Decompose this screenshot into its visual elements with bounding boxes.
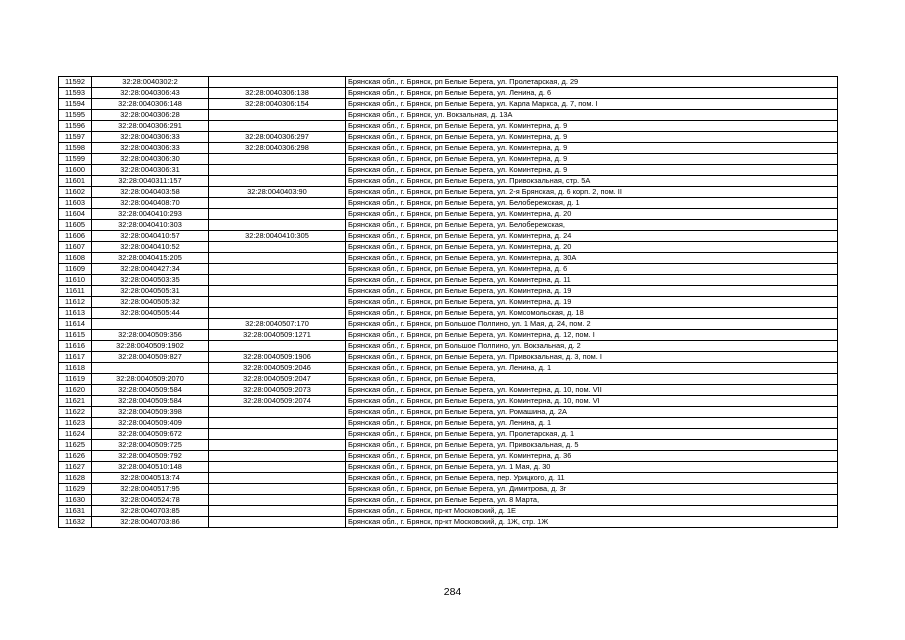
table-row bbox=[59, 429, 838, 440]
object-cadastral-number-cell bbox=[209, 77, 346, 88]
table-row bbox=[59, 176, 838, 187]
row-number-cell: 11593 bbox=[59, 88, 92, 99]
address-cell: Брянская обл., г. Брянск, рп Белые Берега, ул. Коминтерна, д. 24 bbox=[346, 231, 838, 242]
table-row bbox=[59, 473, 838, 484]
land-cadastral-number-cell: 32:28:0040513:74 bbox=[92, 473, 209, 484]
row-number-cell: 11603 bbox=[59, 198, 92, 209]
land-cadastral-number-cell: 32:28:0040311:157 bbox=[92, 176, 209, 187]
land-cadastral-number-cell: 32:28:0040408:70 bbox=[92, 198, 209, 209]
row-number-cell: 11620 bbox=[59, 385, 92, 396]
land-cadastral-number-cell: 32:28:0040306:30 bbox=[92, 154, 209, 165]
row-number-cell: 11625 bbox=[59, 440, 92, 451]
address-cell: Брянская обл., г. Брянск, рп Белые Берега, ул. Коминтерна, д. 9 bbox=[346, 121, 838, 132]
row-number-cell: 11615 bbox=[59, 330, 92, 341]
table-row bbox=[59, 198, 838, 209]
object-cadastral-number-cell bbox=[209, 308, 346, 319]
address-cell: Брянская обл., г. Брянск, рп Белые Берега, ул. Коминтерна, д. 36 bbox=[346, 451, 838, 462]
land-cadastral-number-cell: 32:28:0040306:31 bbox=[92, 165, 209, 176]
property-registry-table bbox=[58, 76, 838, 528]
address-cell: Брянская обл., г. Брянск, рп Белые Берега, ул. Белобережская, bbox=[346, 220, 838, 231]
row-number-cell: 11613 bbox=[59, 308, 92, 319]
land-cadastral-number-cell: 32:28:0040302:2 bbox=[92, 77, 209, 88]
table-row bbox=[59, 517, 838, 528]
object-cadastral-number-cell bbox=[209, 286, 346, 297]
land-cadastral-number-cell: 32:28:0040306:148 bbox=[92, 99, 209, 110]
object-cadastral-number-cell: 32:28:0040306:297 bbox=[209, 132, 346, 143]
land-cadastral-number-cell: 32:28:0040509:1902 bbox=[92, 341, 209, 352]
address-cell: Брянская обл., г. Брянск, рп Белые Берега, ул. Коминтерна, д. 11 bbox=[346, 275, 838, 286]
row-number-cell: 11607 bbox=[59, 242, 92, 253]
row-number-cell: 11611 bbox=[59, 286, 92, 297]
address-cell: Брянская обл., г. Брянск, рп Белые Берега, ул. Ромашина, д. 2А bbox=[346, 407, 838, 418]
address-cell: Брянская обл., г. Брянск, рп Белые Берега, ул. Коминтерна, д. 20 bbox=[346, 242, 838, 253]
land-cadastral-number-cell: 32:28:0040524:78 bbox=[92, 495, 209, 506]
address-cell: Брянская обл., г. Брянск, рп Белые Берега, пер. Урицкого, д. 11 bbox=[346, 473, 838, 484]
object-cadastral-number-cell: 32:28:0040410:305 bbox=[209, 231, 346, 242]
address-cell: Брянская обл., г. Брянск, рп Белые Берега, bbox=[346, 374, 838, 385]
address-cell: Брянская обл., г. Брянск, рп Белые Берега, ул. Коминтерна, д. 6 bbox=[346, 264, 838, 275]
row-number-cell: 11621 bbox=[59, 396, 92, 407]
object-cadastral-number-cell bbox=[209, 121, 346, 132]
object-cadastral-number-cell bbox=[209, 495, 346, 506]
object-cadastral-number-cell bbox=[209, 440, 346, 451]
row-number-cell: 11614 bbox=[59, 319, 92, 330]
row-number-cell: 11629 bbox=[59, 484, 92, 495]
object-cadastral-number-cell bbox=[209, 429, 346, 440]
row-number-cell: 11618 bbox=[59, 363, 92, 374]
table-row bbox=[59, 451, 838, 462]
object-cadastral-number-cell bbox=[209, 341, 346, 352]
object-cadastral-number-cell bbox=[209, 220, 346, 231]
address-cell: Брянская обл., г. Брянск, рп Белые Берега, ул. Пролетарская, д. 1 bbox=[346, 429, 838, 440]
land-cadastral-number-cell: 32:28:0040509:672 bbox=[92, 429, 209, 440]
table-row bbox=[59, 253, 838, 264]
row-number-cell: 11592 bbox=[59, 77, 92, 88]
land-cadastral-number-cell: 32:28:0040415:205 bbox=[92, 253, 209, 264]
address-cell: Брянская обл., г. Брянск, рп Белые Берега, ул. Коминтерна, д. 19 bbox=[346, 286, 838, 297]
address-cell: Брянская обл., г. Брянск, рп Белые Берега, ул. Димитрова, д. 3г bbox=[346, 484, 838, 495]
land-cadastral-number-cell: 32:28:0040410:57 bbox=[92, 231, 209, 242]
land-cadastral-number-cell: 32:28:0040509:827 bbox=[92, 352, 209, 363]
address-cell: Брянская обл., г. Брянск, рп Белые Берега, ул. Коминтерна, д. 20 bbox=[346, 209, 838, 220]
address-cell: Брянская обл., г. Брянск, пр-кт Московский, д. 1Е bbox=[346, 506, 838, 517]
table-row bbox=[59, 506, 838, 517]
row-number-cell: 11602 bbox=[59, 187, 92, 198]
address-cell: Брянская обл., г. Брянск, рп Белые Берега, ул. Коминтерна, д. 9 bbox=[346, 154, 838, 165]
object-cadastral-number-cell bbox=[209, 176, 346, 187]
land-cadastral-number-cell: 32:28:0040505:31 bbox=[92, 286, 209, 297]
land-cadastral-number-cell: 32:28:0040509:409 bbox=[92, 418, 209, 429]
address-cell: Брянская обл., г. Брянск, рп Белые Берега, ул. Коминтерна, д. 9 bbox=[346, 132, 838, 143]
address-cell: Брянская обл., г. Брянск, рп Большое Полпино, ул. 1 Мая, д. 24, пом. 2 bbox=[346, 319, 838, 330]
address-cell: Брянская обл., г. Брянск, рп Белые Берега, ул. Коминтерна, д. 12, пом. I bbox=[346, 330, 838, 341]
address-cell: Брянская обл., г. Брянск, рп Белые Берега, ул. Ленина, д. 1 bbox=[346, 363, 838, 374]
object-cadastral-number-cell bbox=[209, 484, 346, 495]
table-row bbox=[59, 99, 838, 110]
land-cadastral-number-cell: 32:28:0040306:28 bbox=[92, 110, 209, 121]
object-cadastral-number-cell bbox=[209, 253, 346, 264]
land-cadastral-number-cell: 32:28:0040509:2070 bbox=[92, 374, 209, 385]
row-number-cell: 11600 bbox=[59, 165, 92, 176]
address-cell: Брянская обл., г. Брянск, рп Белые Берега, ул. Ленина, д. 6 bbox=[346, 88, 838, 99]
registry-table-body bbox=[59, 77, 838, 528]
table-row bbox=[59, 418, 838, 429]
table-row bbox=[59, 231, 838, 242]
table-row bbox=[59, 396, 838, 407]
row-number-cell: 11610 bbox=[59, 275, 92, 286]
row-number-cell: 11628 bbox=[59, 473, 92, 484]
row-number-cell: 11606 bbox=[59, 231, 92, 242]
object-cadastral-number-cell bbox=[209, 110, 346, 121]
object-cadastral-number-cell: 32:28:0040509:2047 bbox=[209, 374, 346, 385]
object-cadastral-number-cell bbox=[209, 506, 346, 517]
row-number-cell: 11626 bbox=[59, 451, 92, 462]
row-number-cell: 11617 bbox=[59, 352, 92, 363]
object-cadastral-number-cell bbox=[209, 264, 346, 275]
land-cadastral-number-cell: 32:28:0040306:291 bbox=[92, 121, 209, 132]
row-number-cell: 11630 bbox=[59, 495, 92, 506]
land-cadastral-number-cell: 32:28:0040427:34 bbox=[92, 264, 209, 275]
address-cell: Брянская обл., г. Брянск, рп Белые Берега, ул. Ленина, д. 1 bbox=[346, 418, 838, 429]
row-number-cell: 11609 bbox=[59, 264, 92, 275]
object-cadastral-number-cell bbox=[209, 154, 346, 165]
page-number: 284 bbox=[443, 586, 462, 598]
land-cadastral-number-cell: 32:28:0040306:43 bbox=[92, 88, 209, 99]
row-number-cell: 11595 bbox=[59, 110, 92, 121]
row-number-cell: 11631 bbox=[59, 506, 92, 517]
table-row bbox=[59, 330, 838, 341]
object-cadastral-number-cell bbox=[209, 473, 346, 484]
object-cadastral-number-cell bbox=[209, 462, 346, 473]
land-cadastral-number-cell: 32:28:0040410:52 bbox=[92, 242, 209, 253]
table-row bbox=[59, 154, 838, 165]
table-row bbox=[59, 462, 838, 473]
land-cadastral-number-cell: 32:28:0040306:33 bbox=[92, 132, 209, 143]
address-cell: Брянская обл., г. Брянск, рп Белые Берега, ул. Коминтерна, д. 10, пом. VI bbox=[346, 396, 838, 407]
table-row bbox=[59, 209, 838, 220]
land-cadastral-number-cell: 32:28:0040510:148 bbox=[92, 462, 209, 473]
row-number-cell: 11608 bbox=[59, 253, 92, 264]
row-number-cell: 11619 bbox=[59, 374, 92, 385]
object-cadastral-number-cell: 32:28:0040306:298 bbox=[209, 143, 346, 154]
table-row bbox=[59, 132, 838, 143]
land-cadastral-number-cell: 32:28:0040509:792 bbox=[92, 451, 209, 462]
address-cell: Брянская обл., г. Брянск, пр-кт Московский, д. 1Ж, стр. 1Ж bbox=[346, 517, 838, 528]
land-cadastral-number-cell: 32:28:0040306:33 bbox=[92, 143, 209, 154]
object-cadastral-number-cell bbox=[209, 242, 346, 253]
address-cell: Брянская обл., г. Брянск, рп Белые Берега, ул. Пролетарская, д. 29 bbox=[346, 77, 838, 88]
row-number-cell: 11616 bbox=[59, 341, 92, 352]
object-cadastral-number-cell: 32:28:0040509:2074 bbox=[209, 396, 346, 407]
land-cadastral-number-cell: 32:28:0040509:584 bbox=[92, 385, 209, 396]
row-number-cell: 11601 bbox=[59, 176, 92, 187]
table-row bbox=[59, 440, 838, 451]
table-row bbox=[59, 275, 838, 286]
object-cadastral-number-cell: 32:28:0040509:1906 bbox=[209, 352, 346, 363]
address-cell: Брянская обл., г. Брянск, рп Белые Берега, ул. 2-я Брянская, д. 6 корп. 2, пом. II bbox=[346, 187, 838, 198]
object-cadastral-number-cell: 32:28:0040306:138 bbox=[209, 88, 346, 99]
table-row bbox=[59, 352, 838, 363]
object-cadastral-number-cell bbox=[209, 418, 346, 429]
table-row bbox=[59, 143, 838, 154]
table-row bbox=[59, 110, 838, 121]
land-cadastral-number-cell: 32:28:0040509:725 bbox=[92, 440, 209, 451]
table-row bbox=[59, 220, 838, 231]
object-cadastral-number-cell: 32:28:0040306:154 bbox=[209, 99, 346, 110]
address-cell: Брянская обл., г. Брянск, рп Белые Берега, ул. Коминтерна, д. 30А bbox=[346, 253, 838, 264]
address-cell: Брянская обл., г. Брянск, ул. Вокзальная, д. 13А bbox=[346, 110, 838, 121]
table-row bbox=[59, 297, 838, 308]
land-cadastral-number-cell: 32:28:0040505:44 bbox=[92, 308, 209, 319]
row-number-cell: 11604 bbox=[59, 209, 92, 220]
land-cadastral-number-cell: 32:28:0040703:85 bbox=[92, 506, 209, 517]
land-cadastral-number-cell bbox=[92, 319, 209, 330]
land-cadastral-number-cell: 32:28:0040509:398 bbox=[92, 407, 209, 418]
address-cell: Брянская обл., г. Брянск, рп Белые Берега, ул. Коминтерна, д. 9 bbox=[346, 165, 838, 176]
table-row bbox=[59, 484, 838, 495]
table-row bbox=[59, 121, 838, 132]
land-cadastral-number-cell: 32:28:0040410:293 bbox=[92, 209, 209, 220]
address-cell: Брянская обл., г. Брянск, рп Белые Берега, ул. 8 Марта, bbox=[346, 495, 838, 506]
address-cell: Брянская обл., г. Брянск, рп Белые Берега, ул. Белобережская, д. 1 bbox=[346, 198, 838, 209]
land-cadastral-number-cell: 32:28:0040403:58 bbox=[92, 187, 209, 198]
object-cadastral-number-cell bbox=[209, 297, 346, 308]
object-cadastral-number-cell: 32:28:0040507:170 bbox=[209, 319, 346, 330]
table-row bbox=[59, 319, 838, 330]
object-cadastral-number-cell bbox=[209, 209, 346, 220]
table-row bbox=[59, 187, 838, 198]
row-number-cell: 11612 bbox=[59, 297, 92, 308]
address-cell: Брянская обл., г. Брянск, рп Большое Полпино, ул. Вокзальная, д. 2 bbox=[346, 341, 838, 352]
address-cell: Брянская обл., г. Брянск, рп Белые Берега, ул. Коминтерна, д. 19 bbox=[346, 297, 838, 308]
table-row bbox=[59, 495, 838, 506]
table-row bbox=[59, 374, 838, 385]
table-row bbox=[59, 363, 838, 374]
land-cadastral-number-cell: 32:28:0040410:303 bbox=[92, 220, 209, 231]
row-number-cell: 11605 bbox=[59, 220, 92, 231]
land-cadastral-number-cell: 32:28:0040505:32 bbox=[92, 297, 209, 308]
row-number-cell: 11596 bbox=[59, 121, 92, 132]
address-cell: Брянская обл., г. Брянск, рп Белые Берега, ул. Привокзальная, д. 5 bbox=[346, 440, 838, 451]
object-cadastral-number-cell: 32:28:0040509:2073 bbox=[209, 385, 346, 396]
object-cadastral-number-cell bbox=[209, 517, 346, 528]
row-number-cell: 11622 bbox=[59, 407, 92, 418]
land-cadastral-number-cell: 32:28:0040509:584 bbox=[92, 396, 209, 407]
row-number-cell: 11598 bbox=[59, 143, 92, 154]
row-number-cell: 11597 bbox=[59, 132, 92, 143]
land-cadastral-number-cell bbox=[92, 363, 209, 374]
table-row bbox=[59, 77, 838, 88]
address-cell: Брянская обл., г. Брянск, рп Белые Берега, ул. Коминтерна, д. 9 bbox=[346, 143, 838, 154]
address-cell: Брянская обл., г. Брянск, рп Белые Берега, ул. Привокзальная, д. 3, пом. I bbox=[346, 352, 838, 363]
table-row bbox=[59, 407, 838, 418]
object-cadastral-number-cell: 32:28:0040509:1271 bbox=[209, 330, 346, 341]
address-cell: Брянская обл., г. Брянск, рп Белые Берега, ул. Коминтерна, д. 10, пом. VII bbox=[346, 385, 838, 396]
table-row bbox=[59, 165, 838, 176]
table-row bbox=[59, 341, 838, 352]
object-cadastral-number-cell bbox=[209, 275, 346, 286]
table-row bbox=[59, 308, 838, 319]
table-row bbox=[59, 385, 838, 396]
object-cadastral-number-cell: 32:28:0040403:90 bbox=[209, 187, 346, 198]
row-number-cell: 11623 bbox=[59, 418, 92, 429]
address-cell: Брянская обл., г. Брянск, рп Белые Берега, ул. Комсомольская, д. 18 bbox=[346, 308, 838, 319]
row-number-cell: 11624 bbox=[59, 429, 92, 440]
address-cell: Брянская обл., г. Брянск, рп Белые Берега, ул. 1 Мая, д. 30 bbox=[346, 462, 838, 473]
table-row bbox=[59, 286, 838, 297]
table-row bbox=[59, 264, 838, 275]
object-cadastral-number-cell: 32:28:0040509:2046 bbox=[209, 363, 346, 374]
object-cadastral-number-cell bbox=[209, 407, 346, 418]
row-number-cell: 11594 bbox=[59, 99, 92, 110]
table-row bbox=[59, 242, 838, 253]
address-cell: Брянская обл., г. Брянск, рп Белые Берега, ул. Карла Маркса, д. 7, пом. I bbox=[346, 99, 838, 110]
table-row bbox=[59, 88, 838, 99]
land-cadastral-number-cell: 32:28:0040509:356 bbox=[92, 330, 209, 341]
row-number-cell: 11627 bbox=[59, 462, 92, 473]
land-cadastral-number-cell: 32:28:0040503:35 bbox=[92, 275, 209, 286]
land-cadastral-number-cell: 32:28:0040703:86 bbox=[92, 517, 209, 528]
land-cadastral-number-cell: 32:28:0040517:95 bbox=[92, 484, 209, 495]
row-number-cell: 11599 bbox=[59, 154, 92, 165]
object-cadastral-number-cell bbox=[209, 451, 346, 462]
object-cadastral-number-cell bbox=[209, 198, 346, 209]
object-cadastral-number-cell bbox=[209, 165, 346, 176]
address-cell: Брянская обл., г. Брянск, рп Белые Берега, ул. Привокзальная, стр. 5А bbox=[346, 176, 838, 187]
row-number-cell: 11632 bbox=[59, 517, 92, 528]
